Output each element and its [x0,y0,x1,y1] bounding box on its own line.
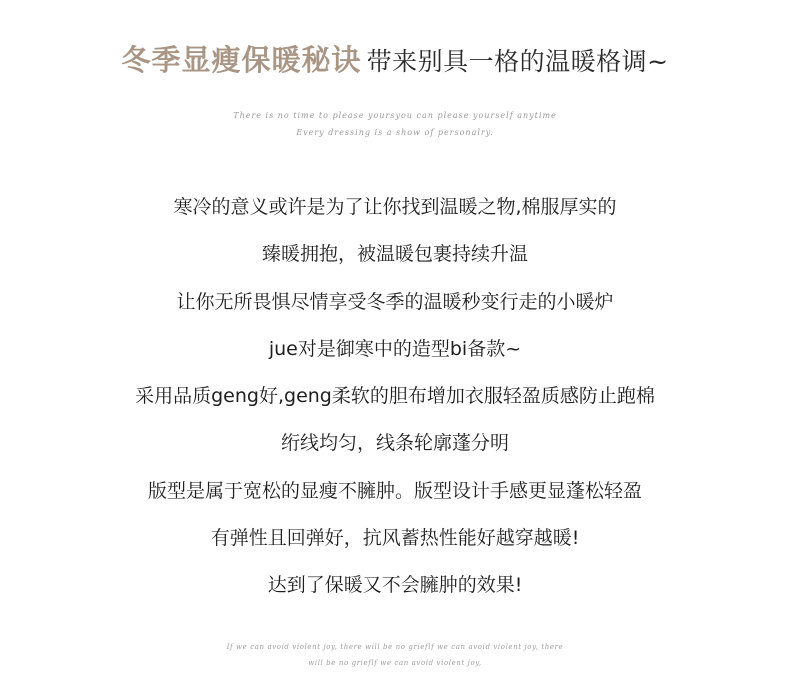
footer-quote-line-2: will be no grieflf we can avoid violent joy, [308,659,482,667]
headline-subtitle: 带来别具一格的温暖格调~ [366,47,669,76]
description-line: 达到了保暖又不会臃肿的效果! [267,574,523,597]
english-tagline-1: There is no time to please yoursyou can please yourself anytime [233,111,557,120]
headline-emphasis: 冬季显瘦保暖秘诀 [121,43,362,77]
description-line: jue对是御寒中的造型bi备款~ [268,337,522,360]
description-line: 采用品质geng好,geng柔软的胆布增加衣服轻盈质感防止跑棉 [135,385,655,408]
description-line: 臻暖拥抱，被温暖包裹持续升温 [261,243,528,266]
description-line: 绗线均匀，线条轮廓蓬分明 [280,432,509,455]
description-line: 有弹性且回弹好，抗风蓄热性能好越穿越暖! [210,527,580,550]
english-tagline-2: Every dressing is a show of personalry. [296,128,494,137]
description-line: 寒冷的意义或许是为了让你找到温暖之物,棉服厚实的 [173,196,617,218]
description-line: 版型是属于宽松的显瘦不臃肿。版型设计手感更显蓬松轻盈 [147,479,642,502]
footer-quote-line-1: If we can avoid violent joy, there will be no grieflf we can avoid violent joy, there [226,643,564,651]
page-header [0,38,790,79]
description-line: 让你无所畏惧尽情享受冬季的温暖秒变行走的小暖炉 [176,290,614,313]
product-description [0,184,790,610]
